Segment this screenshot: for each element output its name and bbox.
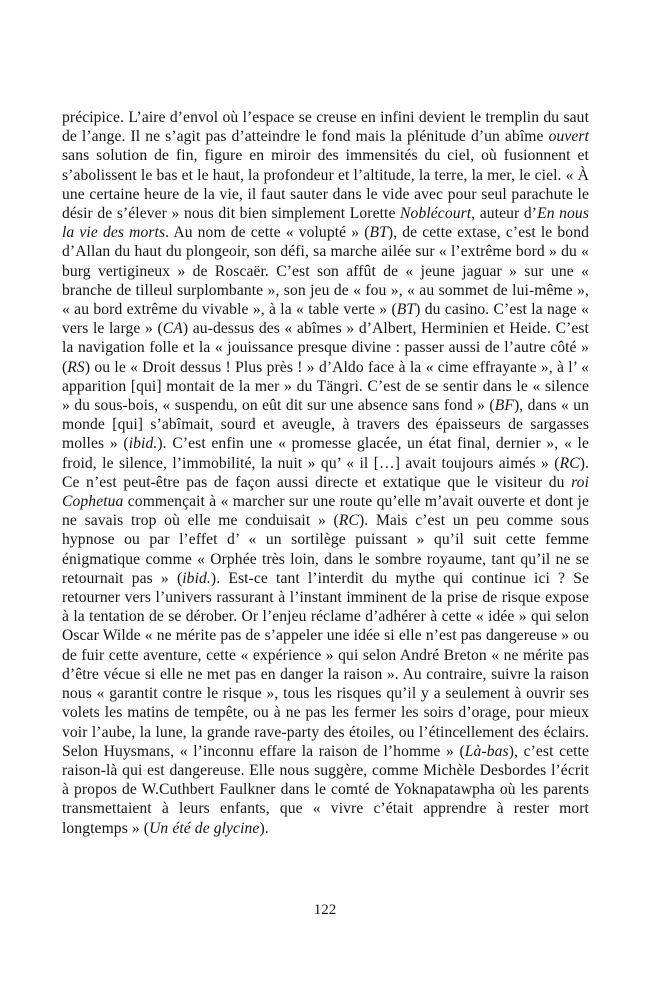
page-number: 122 xyxy=(313,902,337,918)
body-text-paragraph: précipice. L’aire d’envol où l’espace se creuse en infini devient le tremplin du saut de l’ange. Il ne s’agit pas d’atteindre le fond mais la plénitude d’un abîme ouvert sans solution de fin, figure en miroir des immensités du ciel, où fusionnent et s’abolissent le bas et le haut, la profondeur et l’altitude, la terre, la mer, le ciel. « À une certaine heure de la vie, il faut sauter dans le vide avec pour seul parachute le désir de s’élever » nous dit bien simplement Lorette Noblécourt, auteur d’En nous la vie des morts. Au nom de cette « volupté » (BT), de cette extase, c’est le bond d’Allan du haut du plongeoir, son défi, sa marche ailée sur « l’extrême bord » du « burg vertigineux » de Roscaër. C’est son affût de « jeune jaguar » sur une « branche de tilleul surplombante », son jeu de « fou », « au sommet de lui-même », « au bord extrême du vivable », à la « table verte » (BT) du casino. C’est la nage « vers le large » (CA) au-dessus des « abîmes » d’Albert, Herminien et Heide. C’est la navigation folle et la « jouissance presque divine : passer aussi de l’autre côté » (RS) ou le « Droit dessus ! Plus près ! » d’Aldo face à la « cime effrayante », à l’ « apparition [qui] montait de la mer » du Tängri. C’est de se sentir dans le « silence » du sous-bois, « suspendu, on eût dit sur une absence sans fond » (BF), dans « un monde [qui] s’abîmait, sourd et aveugle, à travers des épaisseurs de sargasses molles » (ibid.). C’est enfin une « promesse glacée, un état final, dernier », « le froid, le silence, l’immobilité, la nuit » qu’ « il […] avait toujours aimés » (RC). Ce n’est peut-être pas de façon aussi directe et extatique que le visiteur du roi Cophetua commençait à « marcher sur une route qu’elle m’avait ouverte et dont je ne savais trop où elle me conduisait » (RC). Mais c’est un peu comme sous hypnose ou par l’effet d’ « un sortilège puissant » qu’il suit cette femme énigmatique comme « Orphée très loin, dans le sombre royaume, tant qu’il ne se retournait pas » (ibid.). Est-ce tant l’interdit du mythe qui continue ici ? Se retourner vers l’univers rassurant à l’instant imminent de la prise de risque expose à la tentation de se dérober. Or l’enjeu réclame d’adhérer à cette « idée » qui selon Oscar Wilde « ne mérite pas de s’appeler une idée si elle n’est pas dangereuse » ou de fuir cette aventure, cette « expérience » qui selon André Breton « ne mérite pas d’être vécue si elle ne met pas en danger la raison ». Au contraire, suivre la raison nous « garantit contre le risque », tous les risques qu’il y a seulement à ouvrir ses volets les matins de tempête, ou à ne pas les fermer les soirs d’orage, pour mieux voir l’aube, la lune, la grande rave-party des étoiles, ou l’étincellement des éclairs. Selon Huysmans, « l’inconnu effare la raison de l’homme » (Là-bas), c’est cette raison-là qui est dangereuse. Elle nous suggère, comme Michèle Desbordes l’écrit à propos de W.Cuthbert Faulkner dans le comté de Yoknapatawpha où les parents transmettaient à leurs enfants, que « vivre c’était apprendre à rester mort longtemps » (Un été de glycine). xyxy=(62,109,590,837)
